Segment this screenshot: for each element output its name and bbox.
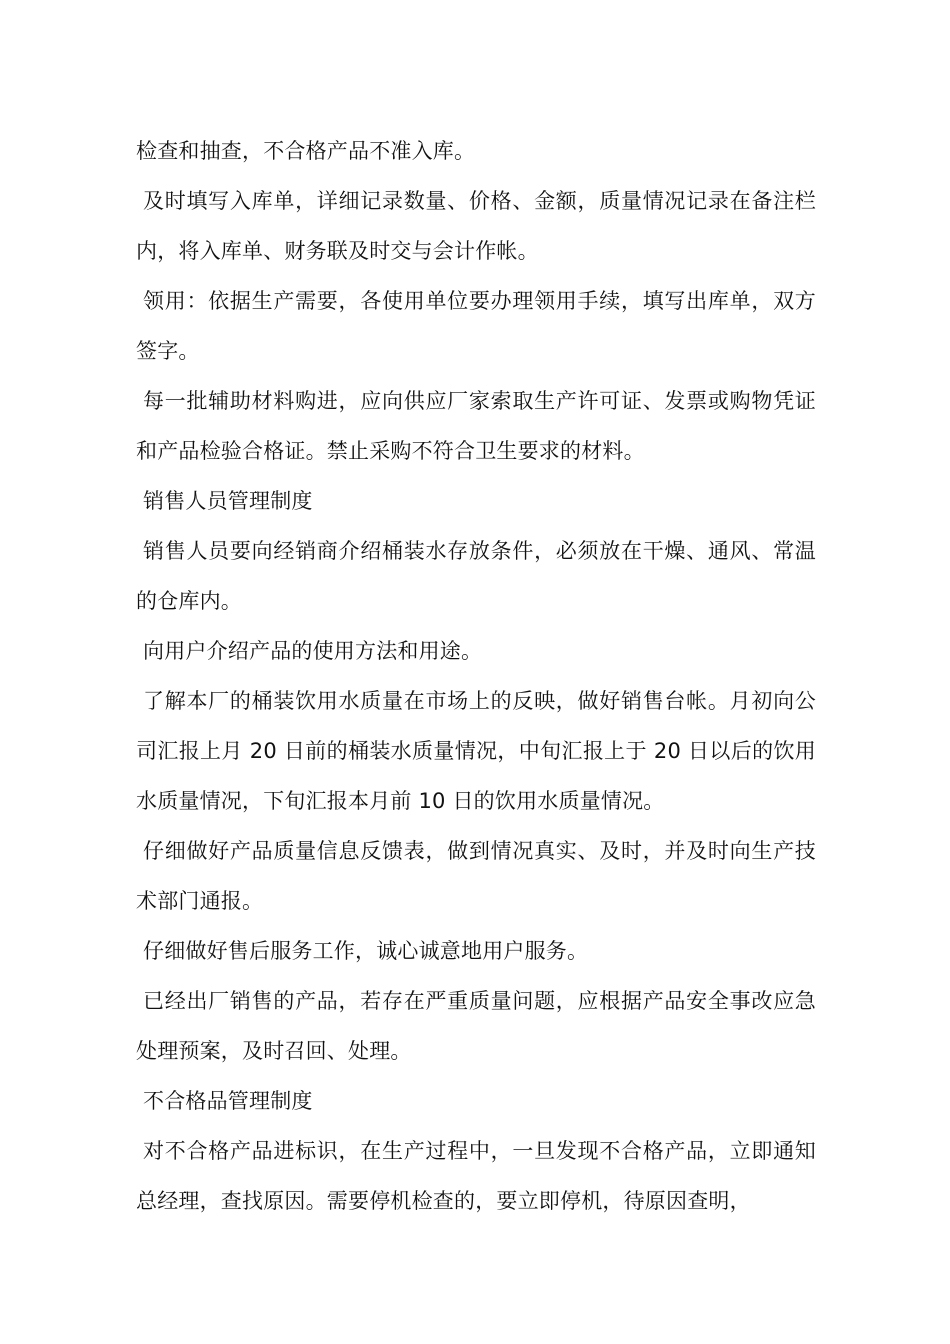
paragraph-after-sales-service: 仔细做好售后服务工作，诚心诚意地用户服务。 [143, 939, 589, 963]
paragraph-product-recall: 已经出厂销售的产品，若存在严重质量问题，应根据产品安全事改应急处理预案，及时召回、处理。 [136, 989, 816, 1063]
paragraph-nonconforming-identification: 对不合格产品进标识，在生产过程中，一旦发现不合格产品，立即通知总经理，查找原因。需要停机检查的，要立即停机，待原因查明， [136, 1139, 816, 1213]
paragraph-storage-conditions: 销售人员要向经销商介绍桶装水存放条件，必须放在干燥、通风、常温的仓库内。 [136, 539, 816, 613]
section-heading-nonconforming-products: 不合格品管理制度 [143, 1089, 313, 1113]
document-body [136, 126, 816, 1226]
paragraph-inspection-continued: 检查和抽查，不合格产品不准入库。 [136, 139, 476, 163]
paragraph-material-requisition: 领用：依据生产需要，各使用单位要办理领用手续，填写出库单，双方签字。 [136, 289, 816, 363]
paragraph-warehouse-entry: 及时填写入库单，详细记录数量、价格、金额，质量情况记录在备注栏内，将入库单、财务联及时交与会计作帐。 [136, 189, 816, 263]
paragraph-material-purchase: 每一批辅助材料购进，应向供应厂家索取生产许可证、发票或购物凭证和产品检验合格证。禁止采购不符合卫生要求的材料。 [136, 389, 816, 463]
section-heading-sales-staff: 销售人员管理制度 [143, 489, 313, 513]
paragraph-market-feedback: 了解本厂的桶装饮用水质量在市场上的反映，做好销售台帐。月初向公司汇报上月 20 日前的桶装水质量情况，中旬汇报上于 20 日以后的饮用水质量情况，下旬汇报本月前 10 日的饮用水质量情况。 [136, 689, 816, 813]
paragraph-usage-introduction: 向用户介绍产品的使用方法和用途。 [143, 639, 483, 663]
paragraph-quality-feedback-form: 仔细做好产品质量信息反馈表，做到情况真实、及时，并及时向生产技术部门通报。 [136, 839, 816, 913]
